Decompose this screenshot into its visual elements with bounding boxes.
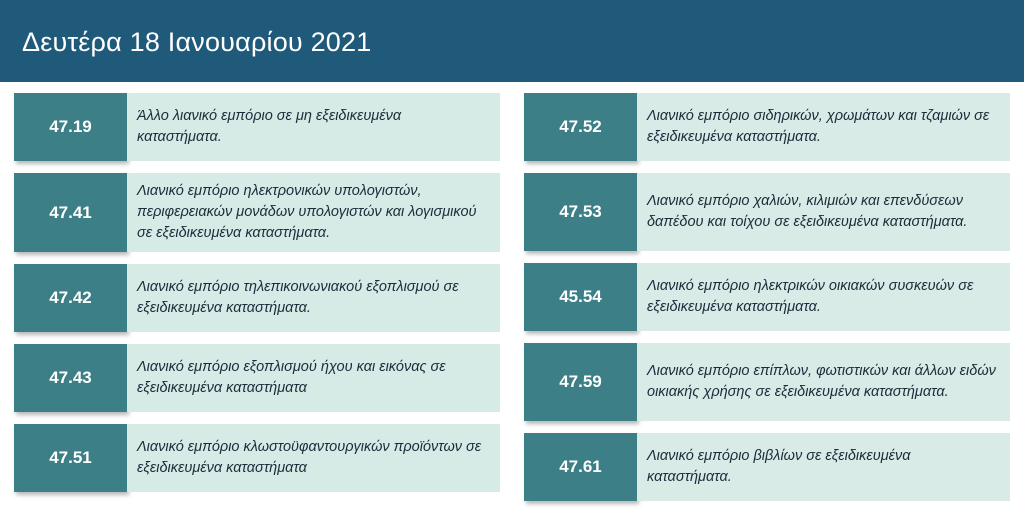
- table-row: [524, 433, 1010, 501]
- activity-description: Λιανικό εμπόριο σιδηρικών, χρωμάτων και τζαμιών σε εξειδικευμένα καταστήματα.: [637, 93, 1010, 161]
- page-title: Δευτέρα 18 Ιανουαρίου 2021: [22, 27, 372, 57]
- table-row: [14, 264, 500, 332]
- left-column: [14, 93, 500, 527]
- activity-code: 47.19: [14, 93, 127, 161]
- activity-code: 47.42: [14, 264, 127, 332]
- activity-code: 47.51: [14, 424, 127, 492]
- table-row: [14, 424, 500, 492]
- activity-description: Λιανικό εμπόριο κλωστοϋφαντουργικών προϊόντων σε εξειδικευμένα καταστήματα: [127, 424, 500, 492]
- activity-code: 47.59: [524, 343, 637, 421]
- activity-description: Λιανικό εμπόριο εξοπλισμού ήχου και εικόνας σε εξειδικευμένα καταστήματα: [127, 344, 500, 412]
- table-row: [14, 93, 500, 161]
- activity-code: 47.52: [524, 93, 637, 161]
- activity-description: Λιανικό εμπόριο ηλεκτρικών οικιακών συσκευών σε εξειδικευμένα καταστήματα.: [637, 263, 1010, 331]
- activity-code: 47.43: [14, 344, 127, 412]
- activity-code: 47.53: [524, 173, 637, 251]
- activity-code: 45.54: [524, 263, 637, 331]
- activity-code: 47.41: [14, 173, 127, 252]
- right-column: [524, 93, 1010, 527]
- activity-description: Λιανικό εμπόριο επίπλων, φωτιστικών και άλλων ειδών οικιακής χρήσης σε εξειδικευμένα καταστήματα.: [637, 343, 1010, 421]
- table-row: [14, 173, 500, 252]
- table-row: [524, 173, 1010, 251]
- table-row: [524, 93, 1010, 161]
- activity-description: Λιανικό εμπόριο βιβλίων σε εξειδικευμένα καταστήματα.: [637, 433, 1010, 501]
- activity-description: Άλλο λιανικό εμπόριο σε μη εξειδικευμένα καταστήματα.: [127, 93, 500, 161]
- content-columns: [0, 93, 1024, 527]
- table-row: [14, 344, 500, 412]
- activity-description: Λιανικό εμπόριο χαλιών, κιλιμιών και επενδύσεων δαπέδου και τοίχου σε εξειδικευμένα καταστήματα.: [637, 173, 1010, 251]
- table-row: [524, 343, 1010, 421]
- table-row: [524, 263, 1010, 331]
- activity-description: Λιανικό εμπόριο τηλεπικοινωνιακού εξοπλισμού σε εξειδικευμένα καταστήματα.: [127, 264, 500, 332]
- activity-code: 47.61: [524, 433, 637, 501]
- activity-description: Λιανικό εμπόριο ηλεκτρονικών υπολογιστών, περιφερειακών μονάδων υπολογιστών και λογισμικού σε εξειδικευμένα καταστήματα.: [127, 173, 500, 252]
